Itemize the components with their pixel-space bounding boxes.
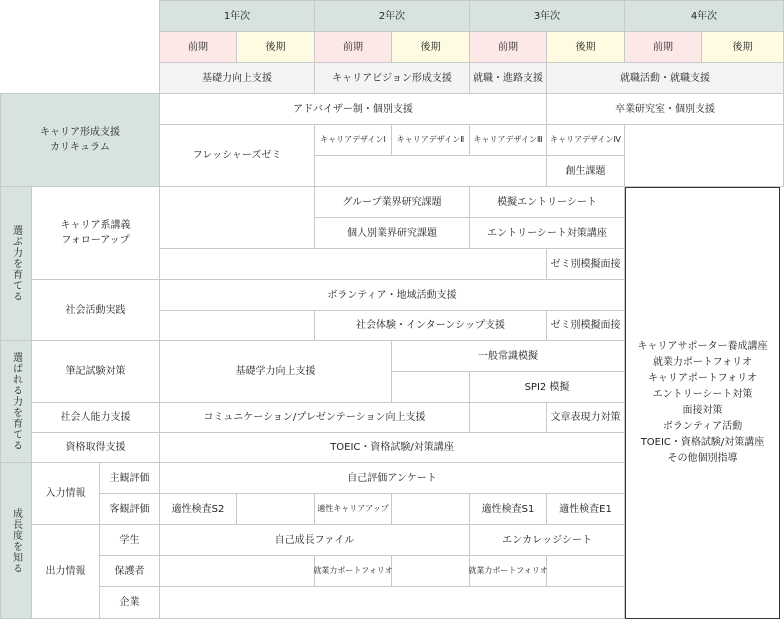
qualification-label: 資格取得支援 — [32, 433, 160, 463]
fourth-year-item: その他個別指導 — [667, 453, 738, 464]
followup-label-line2: フォローアップ — [61, 235, 130, 246]
encourage-sheet: エンカレッジシート — [470, 525, 625, 556]
empty-cell — [470, 403, 547, 433]
employability-portfolio: 就業力ポートフォリオ — [315, 556, 392, 587]
term-first-y1: 前期 — [160, 32, 237, 63]
employability-portfolio: 就業力ポートフォリオ — [470, 556, 547, 587]
phase-basic: 基礎力向上支援 — [160, 63, 315, 94]
phase-job-hunting: 就職活動・就職支援 — [547, 63, 784, 94]
mock-entry-sheet: 模擬エントリーシート — [470, 187, 625, 218]
empty-cell — [160, 587, 625, 619]
fourth-year-item: 面接対策 — [682, 405, 723, 416]
aptitude-s2: 適性検査S2 — [160, 494, 237, 525]
fourth-year-item: エントリーシート対策 — [652, 389, 753, 400]
term-first-y2: 前期 — [315, 32, 392, 63]
aptitude-e1: 適性検査E1 — [547, 494, 625, 525]
writing-skill: 文章表現力対策 — [547, 403, 625, 433]
career-design-3: キャリアデザインⅢ — [470, 125, 547, 156]
choose-group-text: 選ぶ力を育てる — [10, 225, 22, 302]
empty-cell — [392, 494, 470, 525]
company-label: 企業 — [100, 587, 160, 619]
career-design-2: キャリアデザインⅡ — [392, 125, 470, 156]
seminar-support: 卒業研究室・個別支援 — [547, 94, 784, 125]
curriculum-label — [1, 94, 160, 187]
empty-cell — [625, 125, 784, 187]
advisor-support: アドバイザー制・個別支援 — [160, 94, 547, 125]
fourth-year-item: キャリアポートフォリオ — [647, 373, 758, 384]
student-label: 学生 — [100, 525, 160, 556]
chosen-group-label — [1, 341, 32, 463]
fourth-year-support-list — [625, 187, 780, 619]
chosen-group-text: 選ばれる力を育てる — [10, 352, 22, 451]
input-info-label: 入力情報 — [32, 463, 100, 525]
communication-support: コミュニケーション/プレゼンテーション向上支援 — [160, 403, 470, 433]
objective-label: 客観評価 — [100, 494, 160, 525]
self-growth-file: 自己成長ファイル — [160, 525, 470, 556]
volunteer-support: ボランティア・地域活動支援 — [160, 280, 625, 311]
freshers-seminar: フレッシャーズゼミ — [160, 125, 315, 187]
basic-academic-support: 基礎学力向上支援 — [160, 341, 392, 403]
year-1-header: 1年次 — [160, 1, 315, 32]
term-first-y3: 前期 — [470, 32, 547, 63]
social-skill-label: 社会人能力支援 — [32, 403, 160, 433]
social-activity-label: 社会活動実践 — [32, 280, 160, 341]
guardian-label: 保護者 — [100, 556, 160, 587]
entry-sheet-course: エントリーシート対策講座 — [470, 218, 625, 249]
subjective-label: 主観評価 — [100, 463, 160, 494]
fourth-year-item: 就業力ポートフォリオ — [652, 357, 753, 368]
self-evaluation-survey: 自己評価アンケート — [160, 463, 625, 494]
growth-group-label — [1, 463, 32, 619]
general-knowledge-mock: 一般常識模擬 — [392, 341, 625, 372]
empty-cell — [160, 187, 315, 249]
aptitude-s1: 適性検査S1 — [470, 494, 547, 525]
empty-cell — [315, 156, 547, 187]
fourth-year-item: キャリアサポーター養成講座 — [637, 341, 768, 352]
curriculum-label-line1: キャリア形成支援 — [40, 127, 120, 138]
followup-label-line1: キャリア系講義 — [60, 220, 131, 231]
career-design-4: キャリアデザインⅣ — [547, 125, 625, 156]
written-exam-label: 筆記試験対策 — [32, 341, 160, 403]
term-second-y1: 後期 — [237, 32, 315, 63]
output-info-label: 出力情報 — [32, 525, 100, 619]
term-first-y4: 前期 — [625, 32, 702, 63]
year-4-header: 4年次 — [625, 1, 784, 32]
toeic-course: TOEIC・資格試験/対策講座 — [160, 433, 625, 463]
phase-career-path: 就職・進路支援 — [470, 63, 547, 94]
fourth-year-item: TOEIC・資格試験/対策講座 — [640, 437, 765, 448]
empty-cell — [160, 249, 547, 280]
empty-cell — [392, 372, 470, 403]
seminar-mock-interview: ゼミ別模擬面接 — [547, 249, 625, 280]
empty-cell — [547, 556, 625, 587]
empty-cell — [392, 556, 470, 587]
choose-group-label — [1, 187, 32, 341]
empty-cell — [237, 494, 315, 525]
term-second-y3: 後期 — [547, 32, 625, 63]
internship-support: 社会体験・インターンシップ支援 — [315, 311, 547, 341]
phase-vision: キャリアビジョン形成支援 — [315, 63, 470, 94]
growth-group-text: 成長度を知る — [10, 507, 22, 574]
fourth-year-item: ボランティア活動 — [662, 421, 743, 432]
followup-label — [32, 187, 160, 280]
curriculum-label-line2: カリキュラム — [50, 142, 110, 153]
term-second-y4: 後期 — [702, 32, 784, 63]
empty-cell — [160, 556, 315, 587]
aptitude-career-up: 適性キャリアアップ — [315, 494, 392, 525]
year-3-header: 3年次 — [470, 1, 625, 32]
term-second-y2: 後期 — [392, 32, 470, 63]
group-industry-research: グループ業界研究課題 — [315, 187, 470, 218]
empty-cell — [160, 311, 315, 341]
spi2-mock: SPI2 模擬 — [470, 372, 625, 403]
seminar-mock-interview: ゼミ別模擬面接 — [547, 311, 625, 341]
creative-project: 創生課題 — [547, 156, 625, 187]
career-design-1: キャリアデザインⅠ — [315, 125, 392, 156]
individual-industry-research: 個人別業界研究課題 — [315, 218, 470, 249]
year-2-header: 2年次 — [315, 1, 470, 32]
